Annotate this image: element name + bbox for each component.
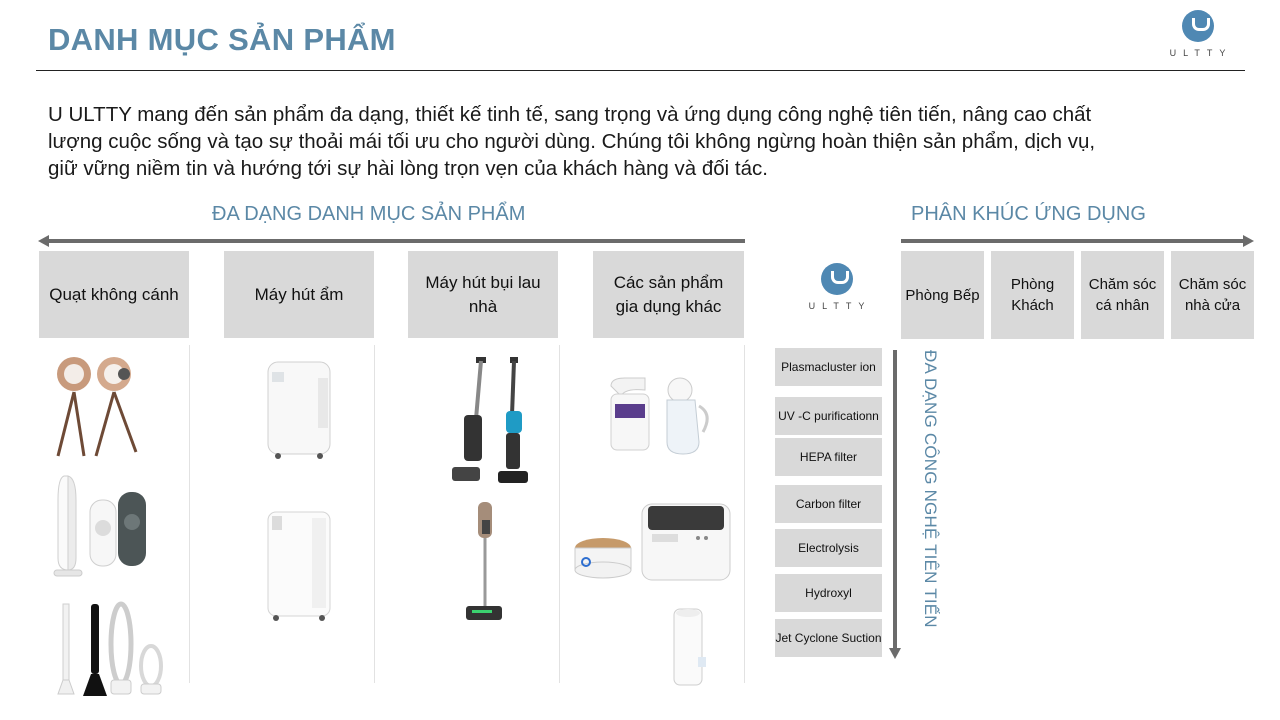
bladeless-fan-icon <box>55 600 165 700</box>
tech-item: HEPA filter <box>775 438 882 476</box>
categories-arrow <box>48 239 745 243</box>
water-jug-icon <box>670 607 708 689</box>
tower-fan-icon <box>52 470 152 580</box>
category-bladeless-fan: Quạt không cánh <box>39 251 189 338</box>
category-household: Các sản phẩm gia dụng khác <box>593 251 744 338</box>
humidifier-icon <box>572 530 634 584</box>
ultty-logo-icon <box>821 263 853 295</box>
ultty-logo <box>1158 10 1238 62</box>
column-divider <box>744 345 745 683</box>
technology-heading: ĐA DẠNG CÔNG NGHỆ TIÊN TIẾN <box>921 350 940 628</box>
down-arrow-head <box>889 648 901 659</box>
vacuum-mop-icon <box>448 355 534 487</box>
segments-heading: PHÂN KHÚC ỨNG DỤNG <box>911 203 1146 225</box>
column-divider <box>374 345 375 683</box>
tripod-fan-icon <box>50 352 145 460</box>
right-arrow-head <box>1243 235 1254 247</box>
tech-item: Hydroxyl <box>775 574 882 612</box>
title-divider <box>36 70 1245 71</box>
dehumidifier-icon <box>262 508 336 624</box>
column-divider <box>559 345 560 683</box>
ultty-logo-center <box>797 263 877 315</box>
tech-item: Carbon filter <box>775 485 882 523</box>
dishwasher-icon <box>640 500 734 584</box>
stick-vacuum-icon <box>460 500 510 624</box>
column-divider <box>189 345 190 683</box>
page-title: DANH MỤC SẢN PHẨM <box>48 22 396 57</box>
category-vacuum: Máy hút bụi lau nhà <box>408 251 558 338</box>
tech-item: Electrolysis <box>775 529 882 567</box>
categories-heading: ĐA DẠNG DANH MỤC SẢN PHẨM <box>212 203 526 225</box>
category-dehumidifier: Máy hút ẩm <box>224 251 374 338</box>
segment-living-room: Phòng Khách <box>991 251 1074 339</box>
segment-kitchen: Phòng Bếp <box>901 251 984 339</box>
logo-wordmark: ULTTY <box>1169 48 1233 58</box>
tech-item: Plasmacluster ion <box>775 348 882 386</box>
segment-personal-care: Chăm sóc cá nhân <box>1081 251 1164 339</box>
ultty-logo-icon <box>1182 10 1214 42</box>
dehumidifier-icon <box>262 358 336 462</box>
intro-paragraph: U ULTTY mang đến sản phẩm đa dạng, thiết kế tinh tế, sang trọng và ứng dụng công nghệ tiên tiến, nâng cao chất lượng cuộc sống và tạo sự thoải mái tối ưu cho người dùng. Chúng tôi không ngừng hoàn thiện sản phẩm, dịch vụ, giữ vững niềm tin và hướng tới sự hài lòng trọn vẹn của khách hàng và đối tác. <box>48 103 1096 180</box>
segment-home-care: Chăm sóc nhà cửa <box>1171 251 1254 339</box>
uv-sterilizer-icon <box>605 376 715 462</box>
segments-arrow <box>901 239 1244 243</box>
logo-wordmark: ULTTY <box>808 301 872 311</box>
technology-arrow <box>893 350 897 648</box>
tech-item: UV -C purificationn <box>775 397 882 435</box>
tech-item: Jet Cyclone Suction <box>775 619 882 657</box>
